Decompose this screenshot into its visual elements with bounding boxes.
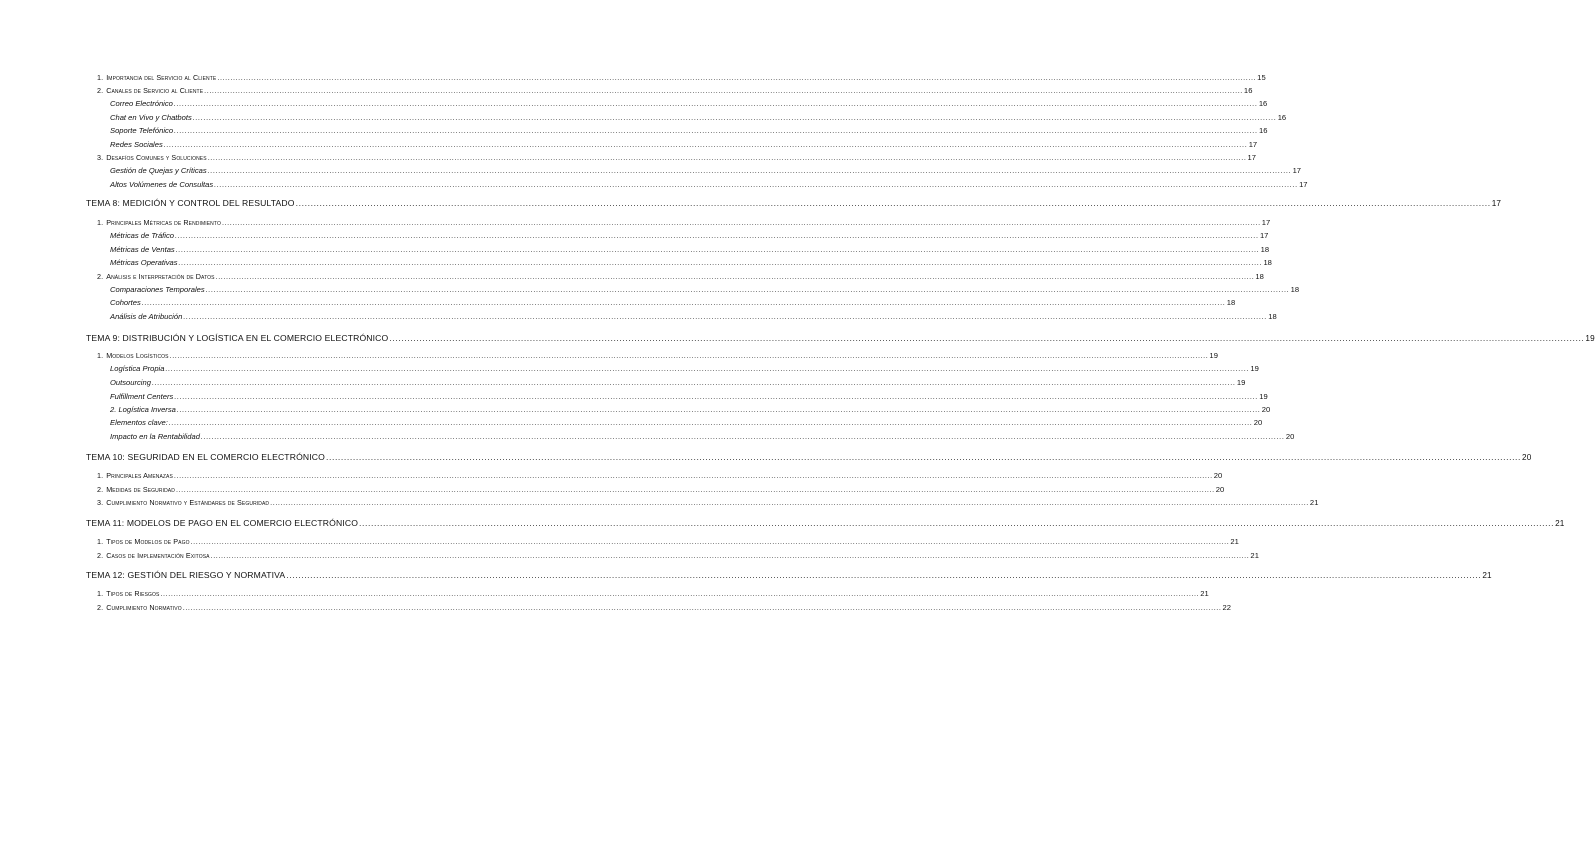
toc-entry-text: Canales de Servicio al Cliente [106,86,204,95]
toc-dot-leader: ................................................................................................................................................................................................................................................................................................................................................................................................................ [325,452,1522,462]
toc-entry-text: TEMA 11: MODELOS DE PAGO EN EL COMERCIO ELECTRÓNICO [86,518,359,528]
toc-entry-title [97,551,210,560]
toc-dot-leader: ................................................................................................................................................................................................................................................................................................................................................................................................................ [163,140,1248,149]
toc-entry-number: 3. [97,153,104,162]
toc-page-number: 16 [1243,86,1253,95]
toc-entry-number: 1. [97,73,104,82]
toc-entry-title [110,392,173,401]
toc-entry-text: Impacto en la Rentabilidad [110,432,200,441]
toc-section-entry[interactable] [97,218,1271,227]
toc-section-entry[interactable] [97,603,1232,612]
toc-entry-text: 2. Logística Inversa [110,405,176,414]
toc-entry-text: Comparaciones Temporales [110,285,205,294]
toc-page-number: 17 [1259,231,1269,240]
toc-chapter-entry[interactable] [86,518,1565,528]
toc-entry-title [110,298,141,307]
toc-entry-title [86,570,285,580]
toc-subsection-entry[interactable] [110,180,1308,189]
toc-section-entry[interactable] [97,153,1257,162]
toc-subsection-entry[interactable] [110,166,1302,175]
toc-entry-title [97,485,175,494]
toc-subsection-entry[interactable] [110,378,1246,387]
toc-subsection-entry[interactable] [110,126,1268,135]
toc-section-entry[interactable] [97,498,1319,507]
toc-entry-text: Correo Electrónico [110,99,173,108]
toc-dot-leader: ................................................................................................................................................................................................................................................................................................................................................................................................................ [165,364,1250,373]
toc-page-number: 19 [1236,378,1246,387]
toc-subsection-entry[interactable] [110,364,1259,373]
toc-entry-title [97,73,216,82]
toc-page-number: 19 [1259,392,1268,401]
toc-subsection-entry[interactable] [110,392,1268,401]
toc-entry-title [110,245,175,254]
toc-page-number: 22 [1222,603,1232,612]
toc-chapter-entry[interactable] [86,452,1532,462]
toc-entry-number: 2. [97,603,104,612]
toc-section-entry[interactable] [97,272,1265,281]
toc-dot-leader: ................................................................................................................................................................................................................................................................................................................................................................................................................ [221,218,1261,227]
toc-page-number: 21 [1230,537,1239,546]
toc-entry-title [110,258,178,267]
toc-entry-title [97,471,173,480]
toc-page-number: 18 [1226,298,1236,307]
toc-entry-title [110,140,163,149]
toc-entry-title [97,351,169,360]
toc-subsection-entry[interactable] [110,285,1300,294]
toc-dot-leader: ................................................................................................................................................................................................................................................................................................................................................................................................................ [270,498,1309,507]
toc-chapter-entry[interactable] [86,198,1502,208]
toc-dot-leader: ................................................................................................................................................................................................................................................................................................................................................................................................................ [190,537,1230,546]
toc-entry-text: Importancia del Servicio al Cliente [106,73,217,82]
toc-page-number: 21 [1200,589,1209,598]
toc-page-number: 20 [1253,418,1263,427]
toc-entry-title [110,432,200,441]
toc-entry-title [86,452,325,462]
toc-entry-text: Métricas de Tráfico [110,231,175,240]
toc-entry-text: Outsourcing [110,378,151,387]
toc-entry-title [97,589,159,598]
toc-entry-title [110,126,173,135]
toc-entry-number: 2. [97,551,104,560]
toc-dot-leader: ................................................................................................................................................................................................................................................................................................................................................................................................................ [141,298,1226,307]
toc-entry-text: TEMA 10: SEGURIDAD EN EL COMERCIO ELECTRÓNICO [86,452,325,462]
toc-entry-title [86,518,358,528]
toc-dot-leader: ................................................................................................................................................................................................................................................................................................................................................................................................................ [174,126,1258,135]
toc-entry-title [97,153,207,162]
toc-page-number: 17 [1299,180,1308,189]
toc-entry-text: Principales Métricas de Rendimiento [106,218,221,227]
toc-entry-text: Modelos Logísticos [106,351,169,360]
toc-entry-number: 2. [97,86,104,95]
toc-entry-title [110,231,174,240]
toc-entry-text: Desafíos Comunes y Soluciones [106,153,207,162]
toc-entry-title [110,364,164,373]
toc-chapter-entry[interactable] [86,333,1595,343]
toc-dot-leader: ................................................................................................................................................................................................................................................................................................................................................................................................................ [173,99,1258,108]
toc-entry-text: Chat en Vivo y Chatbots [110,113,192,122]
toc-page-number: 16 [1258,99,1268,108]
toc-subsection-entry[interactable] [110,113,1287,122]
toc-entry-title [97,218,221,227]
toc-entry-title [86,333,388,343]
toc-entry-title [110,166,207,175]
toc-subsection-entry[interactable] [110,432,1295,441]
toc-section-entry[interactable] [97,86,1253,95]
toc-subsection-entry[interactable] [110,231,1269,240]
toc-entry-title [110,99,173,108]
toc-entry-title [110,285,205,294]
toc-entry-number: 3. [97,498,104,507]
toc-dot-leader: ................................................................................................................................................................................................................................................................................................................................................................................................................ [151,378,1236,387]
toc-dot-leader: ................................................................................................................................................................................................................................................................................................................................................................................................................ [169,351,1209,360]
toc-dot-leader: ................................................................................................................................................................................................................................................................................................................................................................................................................ [217,73,1257,82]
toc-dot-leader: ................................................................................................................................................................................................................................................................................................................................................................................................................ [175,245,1260,254]
toc-dot-leader: ................................................................................................................................................................................................................................................................................................................................................................................................................ [214,180,1299,189]
toc-entry-text: Casos de Implementación Exitosa [106,551,210,560]
toc-entry-text: Logística Propia [110,364,165,373]
toc-entry-title [97,498,269,507]
toc-page-number: 21 [1309,498,1319,507]
toc-page-number: 20 [1215,485,1225,494]
toc-entry-number: 1. [97,537,104,546]
toc-entry-text: Tipos de Modelos de Pago [106,537,190,546]
toc-entry-text: TEMA 12: GESTIÓN DEL RIESGO Y NORMATIVA [86,570,286,580]
toc-dot-leader: ................................................................................................................................................................................................................................................................................................................................................................................................................ [210,551,1250,560]
toc-entry-number: 1. [97,589,104,598]
toc-entry-number: 1. [97,471,104,480]
toc-dot-leader: ................................................................................................................................................................................................................................................................................................................................................................................................................ [178,258,1263,267]
toc-subsection-entry[interactable] [110,312,1277,321]
toc-page-number: 18 [1260,245,1270,254]
toc-page-number: 20 [1522,453,1532,462]
toc-page-number: 17 [1491,199,1502,208]
toc-page-number: 20 [1213,471,1223,480]
toc-entry-title [86,198,295,208]
toc-section-entry[interactable] [97,351,1219,360]
toc-page-number: 17 [1248,140,1258,149]
toc-entry-number: 1. [97,351,104,360]
toc-entry-title [97,603,182,612]
toc-entry-title [110,378,151,387]
toc-page-number: 16 [1258,126,1268,135]
toc-entry-title [110,405,176,414]
toc-dot-leader: ................................................................................................................................................................................................................................................................................................................................................................................................................ [389,333,1585,343]
toc-entry-text: Redes Sociales [110,140,163,149]
toc-entry-text: Soporte Telefónico [110,126,174,135]
toc-entry-text: Métricas de Ventas [110,245,175,254]
toc-dot-leader: ................................................................................................................................................................................................................................................................................................................................................................................................................ [359,518,1555,528]
toc-section-entry[interactable] [97,537,1239,546]
toc-section-entry[interactable] [97,551,1260,560]
toc-entry-text: TEMA 8: MEDICIÓN Y CONTROL DEL RESULTADO [86,198,295,208]
toc-page-number: 19 [1250,364,1259,373]
toc-subsection-entry[interactable] [110,298,1236,307]
toc-dot-leader: ................................................................................................................................................................................................................................................................................................................................................................................................................ [192,113,1277,122]
toc-page-number: 21 [1482,571,1492,580]
toc-section-entry[interactable] [97,73,1266,82]
toc-entry-title [110,113,192,122]
toc-page-number: 19 [1209,351,1219,360]
toc-dot-leader: ................................................................................................................................................................................................................................................................................................................................................................................................................ [160,589,1200,598]
toc-dot-leader: ................................................................................................................................................................................................................................................................................................................................................................................................................ [207,153,1247,162]
toc-entry-text: Fulfillment Centers [110,392,174,401]
toc-dot-leader: ................................................................................................................................................................................................................................................................................................................................................................................................................ [175,485,1215,494]
toc-entry-title [97,537,190,546]
toc-page-number: 19 [1585,334,1595,343]
toc-subsection-entry[interactable] [110,99,1268,108]
toc-dot-leader: ................................................................................................................................................................................................................................................................................................................................................................................................................ [168,418,1253,427]
toc-entry-text: Cumplimiento Normativo y Estándares de Seguridad [106,498,270,507]
toc-dot-leader: ................................................................................................................................................................................................................................................................................................................................................................................................................ [215,272,1255,281]
toc-dot-leader: ................................................................................................................................................................................................................................................................................................................................................................................................................ [174,392,1259,401]
toc-dot-leader: ................................................................................................................................................................................................................................................................................................................................................................................................................ [173,471,1213,480]
toc-entry-text: Cohortes [110,298,141,307]
toc-entry-text: Gestión de Quejas y Críticas [110,166,207,175]
toc-entry-text: Elementos clave: [110,418,168,427]
toc-dot-leader: ................................................................................................................................................................................................................................................................................................................................................................................................................ [183,312,1268,321]
toc-subsection-entry[interactable] [110,258,1272,267]
toc-dot-leader: ................................................................................................................................................................................................................................................................................................................................................................................................................ [207,166,1292,175]
toc-entry-title [110,312,182,321]
toc-page-number: 18 [1263,258,1272,267]
toc-dot-leader: ................................................................................................................................................................................................................................................................................................................................................................................................................ [182,603,1222,612]
toc-entry-number: 2. [97,485,104,494]
toc-entry-number: 2. [97,272,104,281]
toc-dot-leader: ................................................................................................................................................................................................................................................................................................................................................................................................................ [175,231,1259,240]
toc-page-number: 21 [1555,519,1565,528]
toc-page-number: 20 [1261,405,1271,414]
toc-subsection-entry[interactable] [110,140,1258,149]
toc-entry-title [97,272,215,281]
toc-subsection-entry[interactable] [110,405,1271,414]
toc-subsection-entry[interactable] [110,418,1263,427]
toc-page-number: 18 [1268,312,1277,321]
toc-entry-text: Cumplimiento Normativo [106,603,182,612]
toc-page-number: 18 [1255,272,1265,281]
toc-entry-text: Principales Amenazas [106,471,173,480]
toc-entry-text: Tipos de Riesgos [106,589,160,598]
toc-page-number: 17 [1261,218,1271,227]
toc-entry-text: Análisis de Atribución [110,312,183,321]
toc-page-number: 21 [1250,551,1260,560]
toc-section-entry[interactable] [97,471,1223,480]
toc-entry-text: TEMA 9: DISTRIBUCIÓN Y LOGÍSTICA EN EL COMERCIO ELECTRÓNICO [86,333,389,343]
toc-page-number: 15 [1257,73,1266,82]
toc-entry-title [110,418,168,427]
toc-entry-number: 1. [97,218,104,227]
toc-entry-text: Altos Volúmenes de Consultas [110,180,214,189]
toc-page-number: 16 [1277,113,1287,122]
toc-section-entry[interactable] [97,485,1225,494]
toc-dot-leader: ................................................................................................................................................................................................................................................................................................................................................................................................................ [205,285,1290,294]
toc-dot-leader: ................................................................................................................................................................................................................................................................................................................................................................................................................ [200,432,1285,441]
toc-dot-leader: ................................................................................................................................................................................................................................................................................................................................................................................................................ [176,405,1261,414]
toc-chapter-entry[interactable] [86,570,1492,580]
toc-subsection-entry[interactable] [110,245,1270,254]
toc-dot-leader: ................................................................................................................................................................................................................................................................................................................................................................................................................ [204,86,1243,95]
toc-entry-text: Métricas Operativas [110,258,178,267]
toc-entry-text: Análisis e Interpretación de Datos [106,272,215,281]
toc-entry-text: Medidas de Seguridad [106,485,175,494]
toc-section-entry[interactable] [97,589,1209,598]
toc-page-number: 17 [1292,166,1302,175]
toc-dot-leader: ................................................................................................................................................................................................................................................................................................................................................................................................................ [286,570,1482,580]
toc-entry-title [110,180,213,189]
toc-page-number: 17 [1247,153,1257,162]
toc-dot-leader: ................................................................................................................................................................................................................................................................................................................................................................................................................ [295,198,1491,208]
toc-page-number: 18 [1290,285,1300,294]
toc-page-number: 20 [1285,432,1295,441]
toc-entry-title [97,86,203,95]
